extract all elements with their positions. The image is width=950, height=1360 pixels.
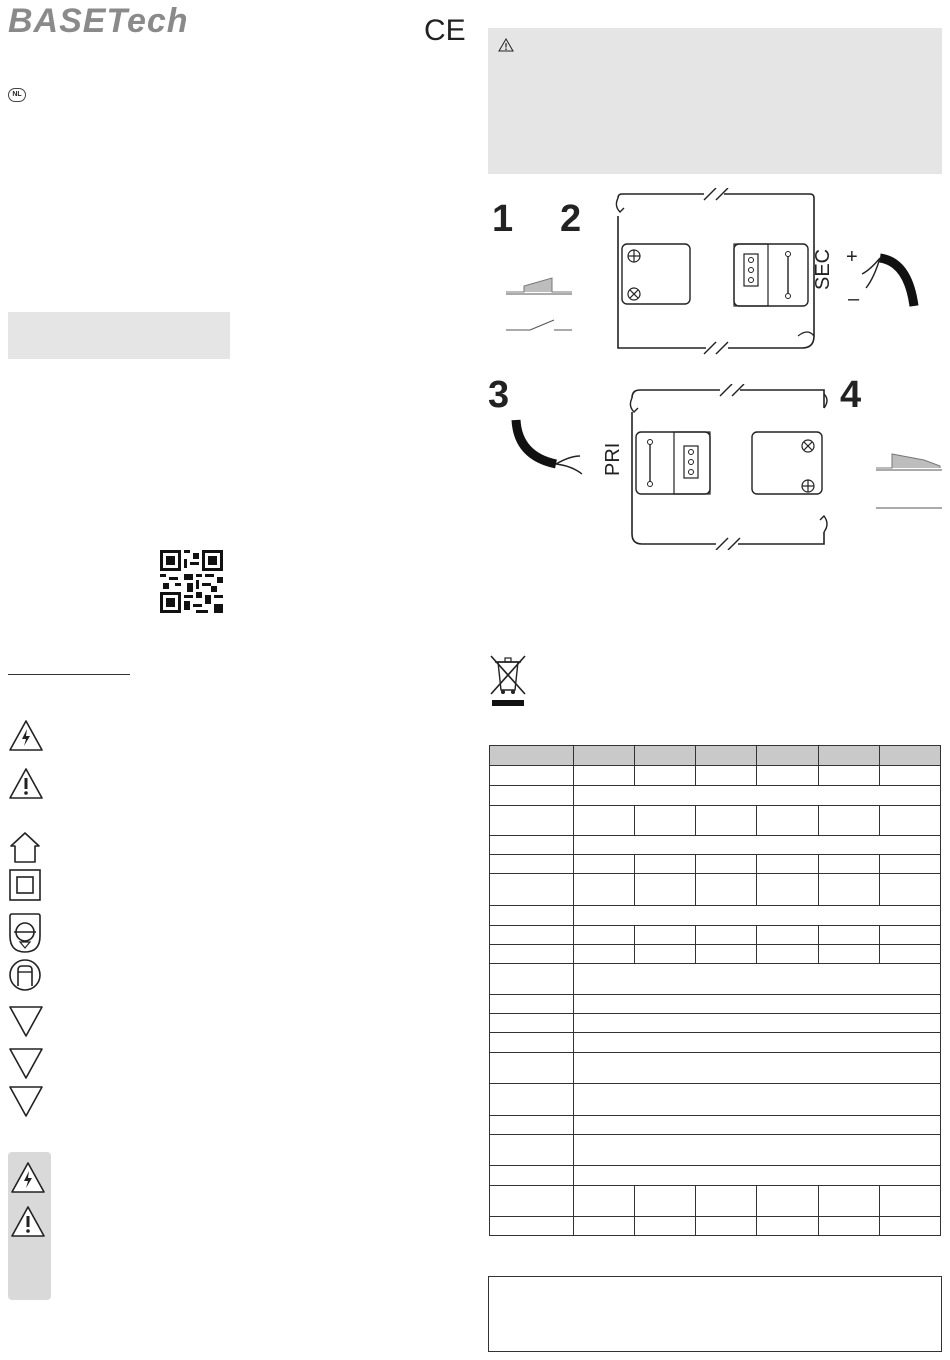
temperature-triangle-icon xyxy=(8,1084,44,1118)
table-header-cell xyxy=(757,746,818,766)
table-row xyxy=(490,995,941,1014)
table-row xyxy=(490,786,941,806)
table-row xyxy=(490,855,941,874)
ce-mark: CE xyxy=(424,14,466,47)
specification-table xyxy=(489,745,941,1236)
high-voltage-triangle-icon xyxy=(8,718,44,754)
table-header-cell xyxy=(490,746,574,766)
pri-label: PRI xyxy=(602,442,624,476)
protection-class-ii-icon xyxy=(8,868,42,902)
language-badge: NL xyxy=(8,88,26,102)
temperature-triangle-icon xyxy=(8,1004,44,1038)
imprint-box xyxy=(488,1276,942,1352)
table-header-cell xyxy=(818,746,879,766)
table-header-cell xyxy=(879,746,940,766)
indoor-use-house-icon xyxy=(8,830,42,864)
table-row xyxy=(490,1166,941,1186)
section-underline xyxy=(8,674,130,675)
short-circuit-proof-icon xyxy=(8,958,42,992)
safety-transformer-icon xyxy=(8,912,42,954)
warning-triangle-icon xyxy=(8,766,44,802)
warning-panel xyxy=(488,28,942,174)
secondary-cable-icon xyxy=(858,248,922,310)
table-row xyxy=(490,874,941,906)
step-number-4: 4 xyxy=(840,374,862,416)
table-row xyxy=(490,1053,941,1084)
table-row xyxy=(490,1217,941,1236)
mounting-step-illustration xyxy=(502,276,576,336)
table-header-cell xyxy=(696,746,757,766)
step-number-3: 3 xyxy=(488,374,510,416)
primary-cable-icon xyxy=(508,416,584,476)
table-row xyxy=(490,1014,941,1033)
warning-triangle-icon xyxy=(10,1204,46,1240)
table-row xyxy=(490,1135,941,1166)
table-row xyxy=(490,806,941,836)
table-row xyxy=(490,945,941,964)
table-row xyxy=(490,1116,941,1135)
highlight-box xyxy=(8,312,230,359)
table-header-row xyxy=(490,746,941,766)
table-header-cell xyxy=(635,746,696,766)
table-row xyxy=(490,926,941,945)
dismount-step-illustration xyxy=(872,448,944,512)
table-row xyxy=(490,766,941,786)
step-number-1: 1 xyxy=(492,198,514,240)
sec-label: SEC xyxy=(812,248,834,290)
transformer-bottom-view xyxy=(626,384,838,550)
table-header-cell xyxy=(574,746,635,766)
plus-sign: + xyxy=(846,246,858,268)
weee-crossed-bin-icon xyxy=(488,652,528,708)
warning-triangle-icon xyxy=(498,38,514,52)
brand-logo: BASETech xyxy=(8,2,189,40)
step-number-2: 2 xyxy=(560,198,582,240)
minus-sign: – xyxy=(848,288,860,310)
qr-code-icon xyxy=(160,550,223,613)
table-row xyxy=(490,906,941,926)
table-row xyxy=(490,1186,941,1217)
table-row xyxy=(490,1033,941,1053)
table-row xyxy=(490,836,941,855)
high-voltage-triangle-icon xyxy=(10,1160,46,1196)
temperature-triangle-icon xyxy=(8,1046,44,1080)
transformer-top-view xyxy=(612,188,824,356)
table-row xyxy=(490,1084,941,1116)
table-row xyxy=(490,964,941,995)
